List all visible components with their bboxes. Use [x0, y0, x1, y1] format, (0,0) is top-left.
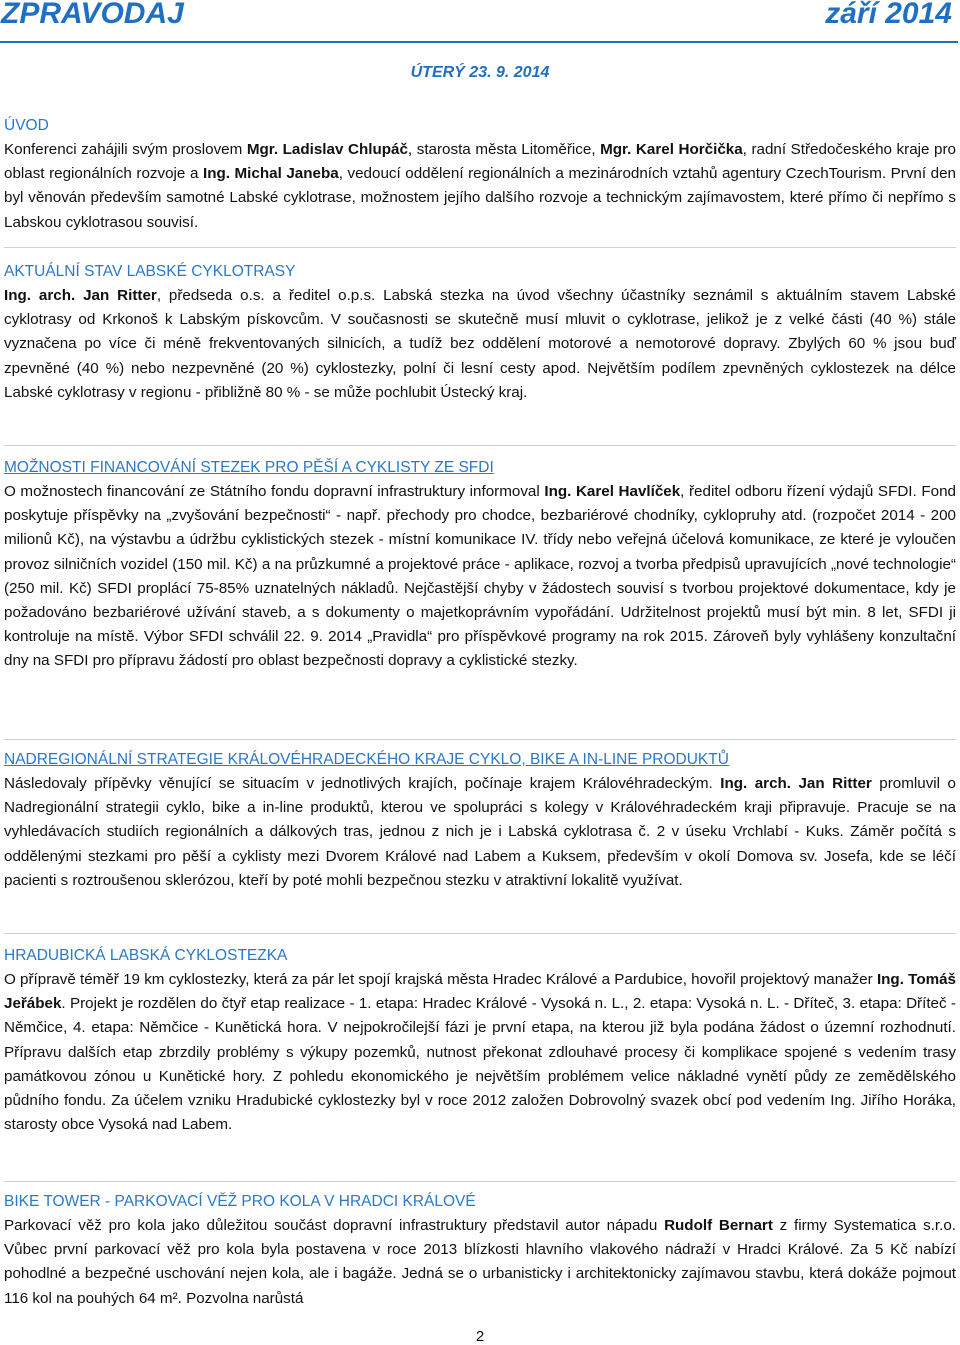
paragraph-text: , vedoucí oddělení regionálních a mezinárodních vztahů agentury CzechTourism. První den byl věnován především samotné Labské cyklotrase, možnostem jejího dalšího rozvoje a technickým zajímavostem, které přímo či nepřímo s Labskou cyklotrasou souvisí.	[4, 165, 956, 231]
header-rule	[0, 41, 958, 43]
section-nadregionalni-strategie	[4, 750, 956, 893]
paragraph-text: . Projekt je rozdělen do čtyř etap realizace - 1. etapa: Hradec Králové - Vysoká n. L., 2. etapa: Vysoká n. L. - Dříteč, 3. etapa: Dříteč - Němčice, 4. etapa: Němčice - Kunětická hora. V nejpokročilejší fázi je první etapa, na kterou již byla podána žádost o územní rozhodnutí. Přípravu dalších etap zbrzdily problémy s výkupy pozemků, nutnost překonat zdlouhavé procesy či komplikace spojené s vedením trasy památkovou zónou u Kunětické hory. Z pohledu ekonomického je největším problémem velice nákladné vynětí půdy ze zemědělského půdního fondu. Za účelem vzniku Hradubické cyklostezky byl v roce 2012 založen Dobrovolný svazek obcí pod vedením Ing. Jiřího Horáka, starosty obce Vysoká nad Labem.	[4, 995, 956, 1134]
paragraph-text: , předseda o.s. a ředitel o.p.s. Labská stezka na úvod všechny účastníky seznámil s aktuálním stavem Labské cyklotrasy od Krkonoš k Labským pískovcům. V současnosti se skutečně musí mluvit o cyklotrase, jelikož je z velké části (40 %) stále vyznačena po více či méně frekventovaných silnicích, a tudíž bez oddělení motorové a nemotorové dopravy. Zbylých 60 % jsou buď zpevněné (40 %) nebo nezpevněné (20 %) cyklostezky, polní či lesní cesty apod. Největším podílem zpevněných cyklostezek na délce Labské cyklotrasy v regionu - přibližně 80 % - se může pochlubit Ústecký kraj.	[4, 287, 956, 401]
person-name: Ing. arch. Jan Ritter	[720, 775, 872, 792]
section-uvod	[4, 116, 956, 235]
section-divider	[4, 445, 956, 446]
section-divider	[4, 247, 956, 248]
section-paragraph	[4, 138, 956, 235]
paragraph-text: O možnostech financování ze Státního fondu dopravní infrastruktury informoval	[4, 483, 545, 500]
section-financovani	[4, 458, 956, 674]
section-bike-tower	[4, 1192, 956, 1311]
person-name: Mgr. Ladislav Chlupáč	[246, 141, 408, 158]
paragraph-text: , starosta města Litoměřice,	[407, 141, 601, 158]
paragraph-text: Následovaly přípěvky věnující se situacím v jednotlivých krajích, počínaje krajem Královéhradeckým.	[4, 775, 721, 792]
paragraph-text: promluvil o Nadregionální strategii cyklo, bike a in-line produktů, kterou ve spolupráci s kolegy v Královéhradeckém kraji připravuje. Pracuje se na vyhledávacích studiích regionálních a dálkových tras, jednou z nich je i Labská cyklotrasa č. 2 v úseku Vrchlabí - Kuks. Záměr počítá s oddělenými stezkami pro pěší a cyklisty mezi Dvorem Králové nad Labem a Kuksem, především v okolí Domova sv. Josefa, kde se léčí pacienti s roztroušenou sklerózou, kteří by poté mohli bezpečnou stezku v atraktivní lokalitě využívat.	[4, 775, 956, 889]
section-paragraph	[4, 968, 956, 1137]
section-divider	[4, 1181, 956, 1182]
section-divider	[4, 739, 956, 740]
page-number: 2	[475, 1328, 485, 1345]
section-heading: HRADUBICKÁ LABSKÁ CYKLOSTEZKA	[4, 947, 288, 964]
person-name: Mgr. Karel Horčička	[600, 141, 743, 158]
issue-month: září 2014	[825, 0, 952, 30]
header	[0, 0, 960, 40]
section-paragraph	[4, 480, 956, 674]
section-paragraph	[4, 284, 956, 405]
person-name: Ing. arch. Jan Ritter	[4, 287, 157, 304]
issue-date: ÚTERÝ 23. 9. 2014	[410, 64, 550, 81]
section-paragraph	[4, 772, 956, 893]
section-paragraph	[4, 1214, 956, 1311]
paragraph-text: Konferenci zahájili svým proslovem	[4, 141, 247, 158]
paragraph-text: O přípravě téměř 19 km cyklostezky, která za pár let spojí krajská města Hradec Králové a Pardubice, hovořil projektový manažer	[4, 971, 877, 988]
section-aktualni-stav	[4, 262, 956, 405]
section-heading: NADREGIONÁLNÍ STRATEGIE KRÁLOVÉHRADECKÉHO KRAJE CYKLO, BIKE A IN-LINE PRODUKTŮ	[4, 751, 729, 768]
section-hradubicka	[4, 946, 956, 1137]
section-heading: ÚVOD	[4, 117, 49, 134]
paragraph-text: z firmy Systematica s.r.o. Vůbec první parkovací věž pro kola byla postavena v roce 2013 blízkosti hlavního vlakového nádraží v Hradci Králové. Za 5 Kč nabízí pohodlné a bezpečné uschování nejen kola, ale i bagáže. Jedná se o urbanisticky i architektonicky zajímavou stavbu, která dokáže pojmout 116 kol na pouhých 64 m². Pozvolna narůstá	[4, 1217, 957, 1307]
paragraph-text: , radní Středočeského kraje pro oblast regionálních rozvoje a	[4, 141, 956, 183]
section-heading: AKTUÁLNÍ STAV LABSKÉ CYKLOTRASY	[4, 263, 296, 280]
section-heading: MOŽNOSTI FINANCOVÁNÍ STEZEK PRO PĚŠÍ A CYKLISTY ZE SFDI	[4, 459, 494, 476]
person-name: Ing. Karel Havlíček	[544, 483, 681, 500]
person-name: Rudolf Bernart	[664, 1217, 773, 1234]
paragraph-text: , ředitel odboru řízení výdajů SFDI. Fond poskytuje příspěvky na „zvyšování bezpečnosti“ - např. přechody pro chodce, bezbariérové chodníky, cyklopruhy atd. (rozpočet 2014 - 200 milionů Kč), na výstavbu a údržbu cyklistických stezek - místní komunikace IV. třídy nebo veřejná účelová komunikace, ze které je vyloučen provoz silničních vozidel (150 mil. Kč) a na průzkumné a projektové práce - aplikace, rozvoj a tvorba předpisů upravujících „nové technologie“ (250 mil. Kč) SFDI proplácí 75-85% uznatelných nákladů. Nejčastější chyby v žádostech souvisí s tvorbou projektové dokumentace, kdy je požadováno bezbariérové užívání staveb, a s dokumenty o majetkoprávním vypořádání. Udržitelnost projektů musí být min. 8 let, SFDI ji kontroluje na místě. Výbor SFDI schválil 22. 9. 2014 „Pravidla“ pro příspěvkové programy na rok 2015. Zároveň byly vyhlášeny konzultační dny na SFDI pro přípravu žádostí pro oblast bezpečnosti dopravy a cyklistické stezky.	[4, 483, 956, 670]
section-heading: BIKE TOWER - PARKOVACÍ VĚŽ PRO KOLA V HRADCI KRÁLOVÉ	[4, 1193, 476, 1210]
person-name: Ing. Michal Janeba	[202, 165, 339, 183]
newsletter-title: ZPRAVODAJ	[1, 0, 184, 30]
person-name: Ing. Tomáš Jeřábek	[4, 971, 956, 1013]
paragraph-text: Parkovací věž pro kola jako důležitou součást dopravní infrastruktury představil autor nápadu	[4, 1217, 665, 1234]
section-divider	[4, 933, 956, 934]
